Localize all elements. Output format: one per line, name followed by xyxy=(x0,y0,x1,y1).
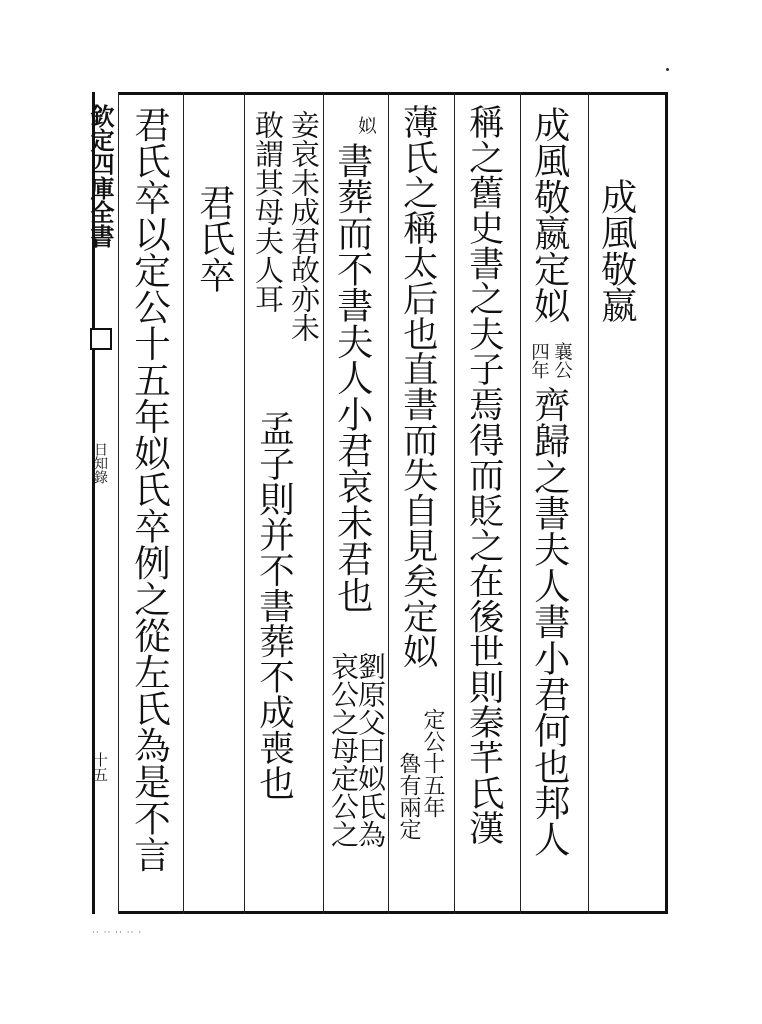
corner-dot xyxy=(666,68,669,71)
annotation-ding-gong-15: 定公十五年 xyxy=(420,708,445,818)
annotation-ai-gong-zhi-mu: 哀公之母定公之 xyxy=(327,652,360,848)
annotation-lu-you-liang-ding: 魯有兩定 xyxy=(396,752,421,840)
annotation-xiang-gong: 襄公 xyxy=(551,342,573,379)
column-5-text: 書葬而不書夫人小君哀未君也 xyxy=(331,142,375,613)
heading-jun-shi-zu: 君氏卒 xyxy=(193,184,237,293)
book-title: 欽定四庫全書 xyxy=(86,104,115,248)
page-number: 十五 xyxy=(91,752,109,782)
annotation-si-nian: 四年 xyxy=(528,342,550,379)
column-4-text: 薄氏之稱太后也直書而失自見矣定姒 xyxy=(397,104,439,669)
column-rule xyxy=(183,92,184,914)
column-rule xyxy=(454,92,455,914)
annotation-qie-ai-wei: 妾哀未成君故亦未 xyxy=(287,110,321,342)
column-rule xyxy=(244,92,245,914)
annotation-si: 姒 xyxy=(355,116,377,135)
column-rule xyxy=(588,92,589,914)
column-6-text: 孟子則并不書葬不成喪也 xyxy=(253,410,295,801)
column-3-text: 稱之舊史書之夫子焉得而貶之在後世則秦芊氏漢 xyxy=(463,104,505,846)
column-rule xyxy=(520,92,521,914)
margin-subtitle: 日知錄 xyxy=(92,442,108,484)
column-rule xyxy=(323,92,324,914)
annotation-liu-yuan-fu: 劉原父曰姒氏為 xyxy=(354,652,387,848)
column-rule xyxy=(118,92,119,914)
column-2-text-bottom: 齊歸之書夫人書小君何也邦人 xyxy=(528,386,572,857)
annotation-gan-wei-qi-mu: 敢謂其母夫人耳 xyxy=(251,110,285,313)
column-rule xyxy=(388,92,389,914)
column-2-text-top: 成風敬嬴定姒 xyxy=(528,106,572,324)
margin-box xyxy=(90,328,112,354)
heading-cheng-feng-jing-ying: 成風敬嬴 xyxy=(595,178,639,323)
bottom-printer-mark: ·· ·· ·· ·· · xyxy=(92,928,143,938)
column-8-text: 君氏卒以定公十五年姒氏卒例之從左氏為是不言 xyxy=(128,106,172,873)
